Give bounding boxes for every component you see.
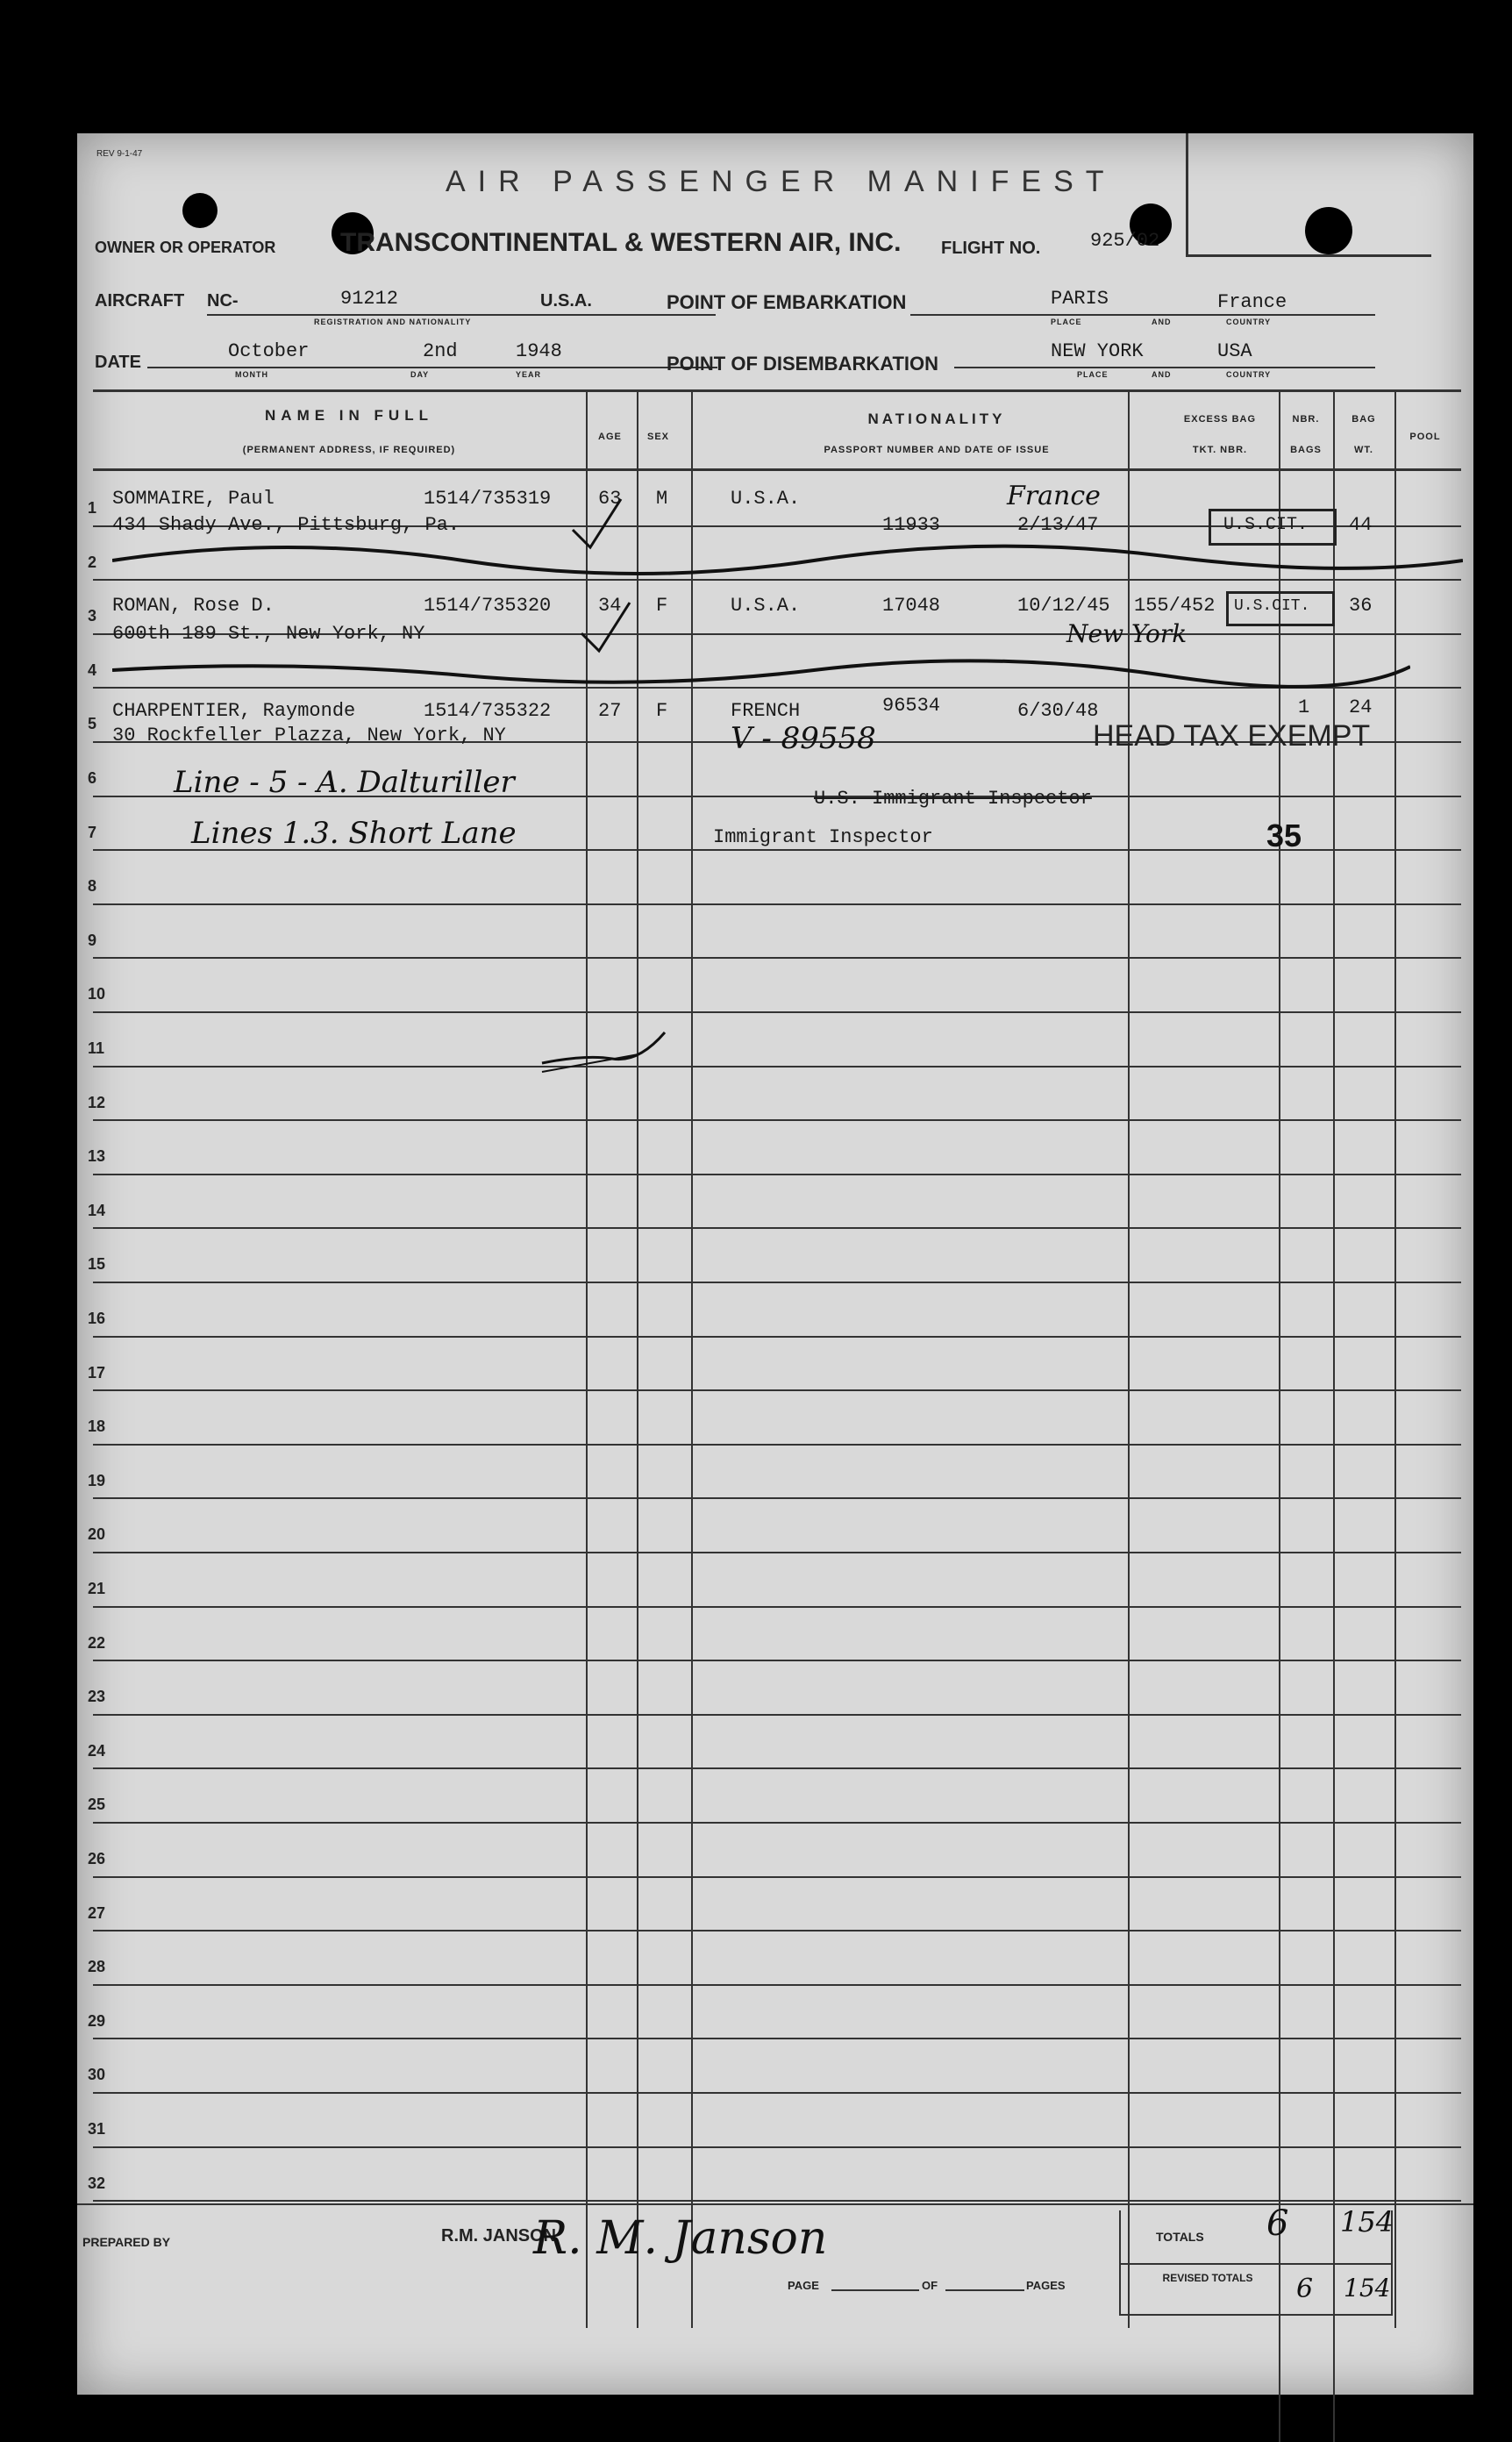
line-6-stamp: U.S. Immigrant Inspector bbox=[814, 788, 1092, 810]
row-4-strikeout bbox=[112, 651, 1410, 695]
row-rule bbox=[93, 1606, 1461, 1608]
row-number: 7 bbox=[88, 823, 97, 841]
date-label: DATE bbox=[95, 353, 141, 372]
revised-weight: 154 bbox=[1344, 2274, 1391, 2303]
passenger-3-address: 30 Rockfeller Plazza, New York, NY bbox=[112, 725, 506, 746]
pages-label: PAGES bbox=[1026, 2279, 1066, 2292]
row-rule bbox=[93, 1444, 1461, 1446]
col-pool: POOL bbox=[1409, 432, 1441, 442]
passenger-3-bagwt: 24 bbox=[1349, 696, 1373, 718]
revised-bags: 6 bbox=[1296, 2274, 1314, 2304]
footer-box-mid bbox=[1119, 2263, 1391, 2265]
row-rule bbox=[93, 1552, 1461, 1553]
passenger-2-passport: 17048 bbox=[882, 595, 941, 617]
totals-label: TOTALS bbox=[1156, 2230, 1204, 2244]
row-number: 26 bbox=[88, 1850, 106, 1867]
passenger-2-ticket: 1514/735320 bbox=[424, 595, 552, 617]
row-number: 28 bbox=[88, 1958, 106, 1976]
row-rule bbox=[93, 2092, 1461, 2094]
us-cit-stamp-2-text: U.S.CIT. bbox=[1234, 597, 1310, 615]
passenger-1-nationality: U.S.A. bbox=[731, 488, 801, 510]
passenger-3-passport: 96534 bbox=[882, 695, 941, 717]
passenger-3-ticket: 1514/735322 bbox=[424, 700, 552, 722]
embark-country-sub: COUNTRY bbox=[1226, 318, 1272, 326]
row-number: 29 bbox=[88, 2011, 106, 2030]
row-rule bbox=[93, 1822, 1461, 1824]
aircraft-registration: 91212 bbox=[340, 288, 399, 310]
passenger-2-sex: F bbox=[656, 595, 668, 617]
date-day: 2nd bbox=[423, 340, 458, 362]
passenger-3-name: CHARPENTIER, Raymonde bbox=[112, 700, 356, 722]
passenger-3-handwritten: V - 89558 bbox=[731, 721, 876, 756]
aircraft-sub: REGISTRATION AND NATIONALITY bbox=[314, 318, 472, 326]
row-number: 13 bbox=[88, 1147, 106, 1166]
totals-bags: 6 bbox=[1266, 2203, 1289, 2244]
row-rule bbox=[93, 1876, 1461, 1878]
form-title: AIR PASSENGER MANIFEST bbox=[446, 165, 1116, 198]
row-number: 24 bbox=[88, 1741, 106, 1760]
row-number: 18 bbox=[88, 1417, 106, 1436]
scribble-mark-icon bbox=[533, 1028, 674, 1081]
punch-hole bbox=[1305, 207, 1352, 254]
row-rule bbox=[93, 1336, 1461, 1338]
row-number: 31 bbox=[88, 2120, 106, 2138]
row-2-strikeout bbox=[112, 539, 1463, 582]
date-month: October bbox=[228, 340, 310, 362]
passenger-3-issue: 6/30/48 bbox=[1017, 700, 1099, 722]
row-rule bbox=[93, 1767, 1461, 1769]
embark-and-sub: AND bbox=[1152, 318, 1172, 326]
date-year: 1948 bbox=[516, 340, 562, 362]
row-rule bbox=[93, 1389, 1461, 1391]
row-rule bbox=[93, 1174, 1461, 1175]
row-number: 5 bbox=[88, 715, 97, 733]
aircraft-label: AIRCRAFT bbox=[95, 291, 185, 311]
flight-value: 925/02 bbox=[1090, 230, 1160, 252]
row-number: 30 bbox=[88, 2066, 106, 2084]
col-bagwt-sub: WT. bbox=[1354, 445, 1373, 455]
row-number: 19 bbox=[88, 1471, 106, 1489]
row-rule bbox=[93, 1011, 1461, 1013]
row-rule bbox=[93, 1497, 1461, 1499]
row-number: 1 bbox=[88, 499, 97, 517]
row-number: 15 bbox=[88, 1255, 106, 1274]
passenger-1-ticket: 1514/735319 bbox=[424, 488, 552, 510]
owner-value: TRANSCONTINENTAL & WESTERN AIR, INC. bbox=[340, 228, 902, 257]
row-number: 11 bbox=[88, 1039, 105, 1057]
passenger-1-address: 434 Shady Ave., Pittsburg, Pa. bbox=[112, 514, 460, 536]
row-rule bbox=[93, 1984, 1461, 1986]
disembark-and-sub: AND bbox=[1152, 370, 1172, 379]
col-bags-sub: BAGS bbox=[1290, 445, 1322, 455]
embark-label: POINT OF EMBARKATION bbox=[667, 291, 907, 313]
check-mark-icon bbox=[568, 495, 630, 556]
table-top-rule bbox=[93, 389, 1461, 392]
row-number: 4 bbox=[88, 660, 97, 679]
aircraft-nationality: U.S.A. bbox=[540, 291, 592, 311]
passenger-1-place: France bbox=[1007, 481, 1101, 511]
form-code: REV 9-1-47 bbox=[96, 149, 143, 159]
punch-hole bbox=[182, 193, 218, 228]
aircraft-underline bbox=[207, 314, 716, 316]
embark-place: PARIS bbox=[1051, 288, 1109, 310]
corner-box-bottom bbox=[1186, 254, 1431, 257]
col-nationality: NATIONALITY bbox=[867, 411, 1006, 427]
corner-box-left bbox=[1186, 133, 1188, 256]
col-rule bbox=[1333, 389, 1335, 2442]
of-label: OF bbox=[922, 2279, 938, 2292]
page-underline bbox=[831, 2289, 919, 2291]
embark-underline bbox=[910, 314, 1375, 316]
row-number: 25 bbox=[88, 1796, 106, 1814]
row-number: 32 bbox=[88, 2174, 106, 2192]
date-underline bbox=[147, 367, 717, 368]
passenger-3-sex: F bbox=[656, 700, 668, 722]
col-rule bbox=[1279, 389, 1280, 2442]
prepared-label: PREPARED BY bbox=[82, 2235, 171, 2249]
line-7-number: 35 bbox=[1266, 818, 1302, 853]
totals-weight: 154 bbox=[1340, 2205, 1394, 2238]
us-cit-stamp-2 bbox=[1226, 591, 1335, 626]
row-number: 21 bbox=[88, 1580, 106, 1597]
row-number: 8 bbox=[88, 877, 97, 896]
passenger-1-issue: 2/13/47 bbox=[1017, 514, 1099, 536]
passenger-2-nationality: U.S.A. bbox=[731, 595, 801, 617]
passenger-1-bagwt: 44 bbox=[1349, 514, 1373, 536]
col-bags: NBR. bbox=[1292, 414, 1320, 425]
col-name-sub: (PERMANENT ADDRESS, IF REQUIRED) bbox=[242, 445, 456, 455]
check-mark-icon bbox=[577, 598, 638, 660]
row-rule bbox=[93, 1066, 1461, 1067]
us-cit-stamp-1-text: U.S.CIT. bbox=[1223, 515, 1309, 535]
page-label: PAGE bbox=[788, 2279, 819, 2292]
passenger-2-issue: 10/12/45 bbox=[1017, 595, 1110, 617]
row-number: 20 bbox=[88, 1525, 106, 1544]
row-number: 23 bbox=[88, 1688, 106, 1706]
of-underline bbox=[945, 2289, 1024, 2291]
row-rule bbox=[93, 957, 1461, 959]
col-bagwt: BAG bbox=[1352, 414, 1376, 425]
passenger-1-sex: M bbox=[656, 488, 668, 510]
prepared-name: R.M. JANSON bbox=[441, 2226, 557, 2246]
disembark-place-sub: PLACE bbox=[1077, 370, 1109, 379]
col-excess: EXCESS BAG bbox=[1183, 414, 1257, 425]
passenger-2-place: New York bbox=[1066, 619, 1187, 648]
day-sub: DAY bbox=[410, 370, 430, 379]
row-rule bbox=[93, 1930, 1461, 1931]
owner-label: OWNER OR OPERATOR bbox=[95, 239, 276, 256]
disembark-underline bbox=[954, 367, 1375, 368]
passenger-2-age: 34 bbox=[598, 595, 622, 617]
disembark-place: NEW YORK bbox=[1051, 340, 1144, 362]
row-rule bbox=[93, 1282, 1461, 1283]
head-tax-exempt-stamp: HEAD TAX EXEMPT bbox=[1093, 719, 1371, 753]
passenger-2-bagwt: 36 bbox=[1349, 595, 1373, 617]
passenger-3-bags: 1 bbox=[1298, 696, 1310, 718]
row-number: 16 bbox=[88, 1310, 106, 1327]
month-sub: MONTH bbox=[235, 370, 268, 379]
col-sex: SEX bbox=[647, 432, 670, 442]
passenger-2-address: 600th 189 St., New York, NY bbox=[112, 623, 425, 645]
row-number: 17 bbox=[88, 1363, 106, 1382]
col-age: AGE bbox=[598, 432, 622, 442]
row-rule bbox=[93, 1227, 1461, 1229]
manifest-sheet bbox=[77, 133, 1473, 2395]
line-7-handwritten: Lines 1.3. Short Lane bbox=[191, 816, 517, 851]
year-sub: YEAR bbox=[516, 370, 542, 379]
row-number: 2 bbox=[88, 553, 97, 571]
row-rule bbox=[93, 1119, 1461, 1121]
passenger-1-age: 63 bbox=[598, 488, 622, 510]
disembark-country: USA bbox=[1217, 340, 1252, 362]
row-number: 22 bbox=[88, 1633, 106, 1652]
footer-rule bbox=[77, 2203, 1473, 2205]
passenger-1-passport: 11933 bbox=[882, 514, 941, 536]
row-rule bbox=[93, 2200, 1461, 2202]
passenger-2-name: ROMAN, Rose D. bbox=[112, 595, 275, 617]
row-number: 12 bbox=[88, 1093, 106, 1111]
row-number: 27 bbox=[88, 1903, 106, 1922]
line-6-handwritten: Line - 5 - A. Dalturiller bbox=[174, 765, 515, 800]
passenger-1-name: SOMMAIRE, Paul bbox=[112, 488, 275, 510]
table-header-rule bbox=[93, 468, 1461, 471]
revised-totals-label: REVISED TOTALS bbox=[1162, 2272, 1253, 2284]
line-7-stamp: Immigrant Inspector bbox=[713, 826, 933, 848]
row-rule bbox=[93, 1660, 1461, 1661]
col-nationality-sub: PASSPORT NUMBER AND DATE OF ISSUE bbox=[824, 445, 1050, 455]
passenger-3-nationality: FRENCH bbox=[731, 700, 801, 722]
row-rule bbox=[93, 1714, 1461, 1716]
disembark-country-sub: COUNTRY bbox=[1226, 370, 1272, 379]
row-number: 3 bbox=[88, 607, 97, 625]
disembark-label: POINT OF DISEMBARKATION bbox=[667, 353, 939, 375]
row-number: 6 bbox=[88, 769, 97, 787]
row-rule bbox=[93, 903, 1461, 905]
preparer-signature: R. M. Janson bbox=[533, 2212, 828, 2265]
footer-box-bottom bbox=[1119, 2314, 1391, 2316]
row-rule bbox=[93, 2146, 1461, 2148]
flight-label: FLIGHT NO. bbox=[941, 239, 1041, 258]
passenger-3-age: 27 bbox=[598, 700, 622, 722]
row-number: 9 bbox=[88, 931, 97, 949]
embark-country: France bbox=[1217, 291, 1287, 313]
col-name: NAME IN FULL bbox=[265, 407, 433, 424]
row-number: 14 bbox=[88, 1201, 106, 1219]
row-rule bbox=[93, 2038, 1461, 2039]
passenger-2-excess: 155/452 bbox=[1134, 595, 1216, 617]
row-number: 10 bbox=[88, 985, 106, 1003]
aircraft-prefix: NC- bbox=[207, 291, 239, 311]
embark-place-sub: PLACE bbox=[1051, 318, 1082, 326]
col-excess-sub: TKT. NBR. bbox=[1192, 445, 1248, 455]
